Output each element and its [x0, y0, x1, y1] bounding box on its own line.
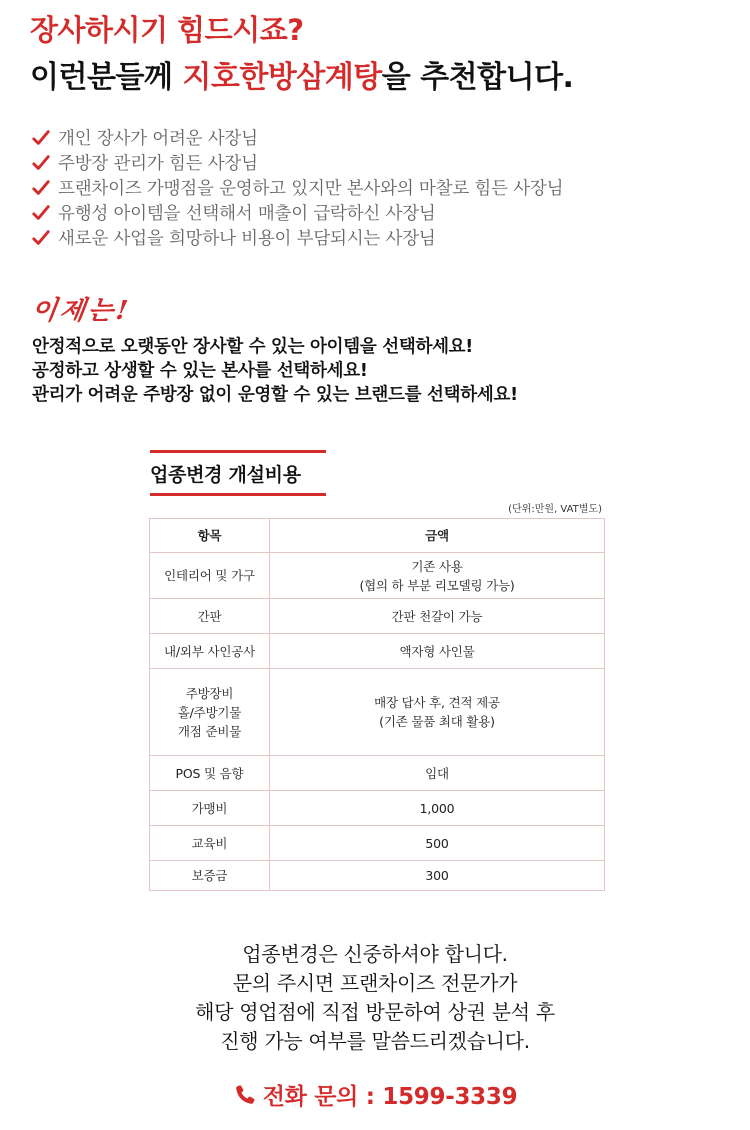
- row-item-line: 내/외부 사인공사: [164, 643, 255, 659]
- row-item-line: 홀/주방기물: [177, 704, 242, 720]
- closing-line: 업종변경은 신중하셔야 합니다.: [242, 942, 508, 966]
- row-item-line: 주방장비: [185, 685, 234, 701]
- row-amount-line: (기존 물품 최대 활용): [379, 714, 495, 729]
- row-item-line: 개점 준비물: [177, 723, 242, 739]
- table-header-row: [150, 519, 605, 553]
- row-amount-line: 500: [425, 835, 449, 851]
- unit-note: (단위:만원, VAT별도): [508, 504, 602, 515]
- now-title: 이제는!: [29, 296, 133, 326]
- row-item-line: 가맹비: [191, 800, 228, 816]
- row-item: [150, 634, 270, 669]
- checkmark-icon: [32, 179, 50, 197]
- title-bottom-divider: [150, 493, 326, 496]
- closing-line: 해당 영업점에 직접 방문하여 상권 분석 후: [195, 1000, 555, 1024]
- row-item: [150, 669, 270, 756]
- table-row: [150, 553, 605, 599]
- table-row: [150, 634, 605, 669]
- now-line: 관리가 어려운 주방장 없이 운영할 수 있는 브랜드를 선택하세요!: [32, 385, 518, 405]
- table-row: [150, 599, 605, 634]
- checkmark-icon: [32, 154, 50, 172]
- table-row: [150, 756, 605, 791]
- check-text: 개인 장사가 어려운 사장님: [58, 129, 258, 149]
- row-amount-line: 매장 답사 후, 견적 제공: [374, 695, 500, 710]
- check-text: 새로운 사업을 희망하나 비용이 부담되시는 사장님: [58, 229, 436, 249]
- table-row: [150, 861, 605, 891]
- row-amount-line: 간판 천갈이 가능: [391, 608, 483, 624]
- hero-question: 장사하시기 힘드시죠?: [30, 13, 304, 47]
- row-item: [150, 553, 270, 599]
- checkmark-icon: [32, 204, 50, 222]
- row-item-line: 간판: [197, 608, 222, 624]
- phone-label[interactable]: 전화 문의 : 1599-3339: [262, 1084, 518, 1110]
- check-text: 주방장 관리가 힘든 사장님: [58, 154, 258, 174]
- phone-icon: [233, 1083, 257, 1107]
- hero-headline: [30, 56, 573, 100]
- row-item: [150, 791, 270, 826]
- row-amount: [270, 634, 605, 669]
- cost-title-block: [150, 450, 326, 496]
- hero-section: [30, 10, 573, 100]
- row-amount-line: 임대: [425, 765, 449, 781]
- row-amount-line: 1,000: [419, 800, 455, 816]
- hero-headline-post: 을 추천합니다.: [381, 60, 574, 95]
- checkmark-icon: [32, 229, 50, 247]
- checklist: [32, 125, 563, 250]
- row-amount: [270, 791, 605, 826]
- check-item: [32, 175, 563, 200]
- phone-contact[interactable]: [0, 1078, 750, 1111]
- row-item-line: 보증금: [191, 868, 228, 883]
- row-amount-line: 액자형 사인물: [399, 643, 475, 659]
- row-amount: [270, 861, 605, 891]
- table-row: [150, 826, 605, 861]
- row-amount: [270, 826, 605, 861]
- brand-name: 지호한방삼계탕: [182, 60, 382, 95]
- row-item: [150, 861, 270, 891]
- header-item: 항목: [150, 519, 270, 553]
- checkmark-icon: [32, 129, 50, 147]
- check-item: [32, 225, 563, 250]
- now-lines: [32, 335, 518, 407]
- check-item: [32, 200, 563, 225]
- row-amount-line: (협의 하 부분 리모델링 가능): [359, 577, 515, 593]
- closing-line: 문의 주시면 프랜차이즈 전문가가: [232, 971, 518, 995]
- table-row: [150, 791, 605, 826]
- check-item: [32, 150, 563, 175]
- hero-headline-pre: 이런분들께: [30, 60, 183, 95]
- cost-title: 업종변경 개설비용: [150, 464, 301, 486]
- closing-line: 진행 가능 여부를 말씀드리겠습니다.: [220, 1029, 530, 1053]
- row-item: [150, 826, 270, 861]
- header-amount: 금액: [270, 519, 605, 553]
- check-text: 프랜차이즈 가맹점을 운영하고 있지만 본사와의 마찰로 힘든 사장님: [58, 179, 564, 199]
- check-text: 유행성 아이템을 선택해서 매출이 급락하신 사장님: [58, 204, 436, 224]
- table-row: [150, 669, 605, 756]
- row-item: [150, 599, 270, 634]
- row-item-line: 인테리어 및 가구: [164, 568, 255, 583]
- check-item: [32, 125, 563, 150]
- row-amount: [270, 756, 605, 791]
- now-line: 공정하고 상생할 수 있는 본사를 선택하세요!: [32, 361, 368, 381]
- row-amount: [270, 553, 605, 599]
- row-item: [150, 756, 270, 791]
- cost-table: [149, 518, 605, 891]
- row-amount-line: 300: [425, 868, 449, 883]
- row-item-line: 교육비: [191, 835, 228, 851]
- closing-message: [0, 940, 750, 1056]
- now-section: [29, 290, 518, 407]
- row-item-line: POS 및 음향: [175, 765, 244, 781]
- now-line: 안정적으로 오랫동안 장사할 수 있는 아이템을 선택하세요!: [32, 337, 473, 357]
- row-amount: [270, 669, 605, 756]
- row-amount-line: 기존 사용: [411, 558, 463, 574]
- row-amount: [270, 599, 605, 634]
